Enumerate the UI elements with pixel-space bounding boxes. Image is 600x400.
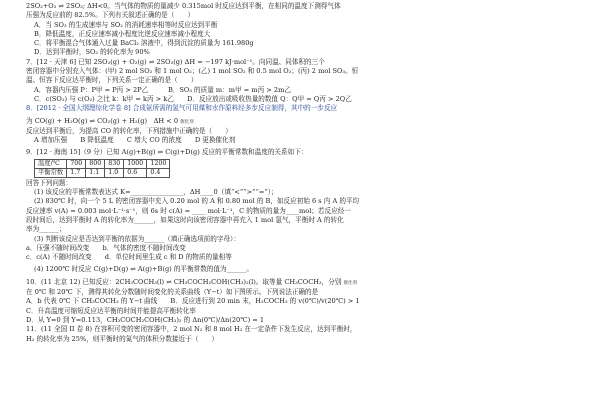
text-line: A．当 SO₃ 的生成速率与 SO₂ 的消耗速率相等时反应达到平衡 [34, 20, 218, 29]
text-line: D．从 Y=0 到 Y=0.113，CH₃COCH₂COH(CH₃)₂ 的 Δn(0℃)/Δn(20℃) = 1 [26, 315, 265, 324]
text-line: 在 0℃ 和 20℃ 下，测得其转化分数随时间变化的关系曲线（Y−t）如下图所示。下列说法正确的是 [26, 288, 319, 297]
catalyst-label: 催化剂 [343, 280, 358, 286]
text-line: 压强为反应前的 82.5%。下列有关叙述正确的是（ ） [26, 11, 195, 20]
text-line: C．将平衡混合气体通入过量 BaCl₂ 溶液中，得到沉淀的质量为 161.980g [34, 39, 254, 48]
text-line: 密闭容器中分别充入气体：(甲) 2 mol SO₂ 和 1 mol O₂；(乙) 1 mol SO₂ 和 0.5 mol O₂；(丙) 2 mol SO₃。恒 [26, 67, 359, 76]
question-7-line: 7．[12 · 天津 6] 已知 2SO₂(g) + O₂(g) ⇌ 2SO₃(g) ΔH = −197 kJ·mol⁻¹。向同温、同体积的三个 [26, 57, 325, 66]
question-10-line: 10．(11 北京 12) 已知反应：2CH₃COCH₃(l) ⇌ CH₃COCH₂COH(CH₃)₂(l)。取等量 CH₃COCH₃，分别 催化剂 [26, 277, 358, 286]
question-11-line: 11．(11 全国 II 卷 8) 在容积可变的密闭容器中，2 mol N₂ 和 8 mol H₂ 在一定条件下发生反应，达到平衡时， [26, 325, 357, 334]
text-line: A．b 代表 0℃ 下 CH₃COCH₃ 的 Y−t 曲线 B．反应进行到 20 min 末，H₃COCH₃ 的 v(0℃)/v(20℃) > 1 [26, 297, 360, 306]
text-line: 反应速率 v(A) = 0.003 mol·L⁻¹·s⁻¹，则 6s 时 c(A) = ____ mol·L⁻¹，C 的物质的量为____mol；若反应经一 [26, 206, 351, 215]
text-line: H₂ 的转化率为 25%，则平衡时的氮气的体积分数接近于（ ） [26, 334, 219, 343]
text-line: 段时间后，达到平衡时 A 的转化率为______，如果这时向该密闭容器中再充入 1 mol 氩气，平衡时 A 的转化 [26, 215, 344, 224]
text-line: (1) 该反应的平衡常数表达式 K=________________，ΔH____0（填“<”“>”“=”）； [34, 188, 278, 197]
table-row: 平衡常数 1.7 1.1 1.0 0.6 0.4 [35, 168, 170, 177]
text-line: c．c(A) 不随时间改变 d．单位时间里生成 c 和 D 的物质的量相等 [26, 253, 232, 262]
text-line: a．压强不随时间改变 b．气体的密度不随时间改变 [26, 243, 186, 252]
catalyst-label: 催化剂 [180, 119, 194, 125]
text-line: C．升高温度可缩短反应达平衡的时间并能提高平衡转化率 [26, 306, 196, 315]
question-8-line: 8．[2012 · 全国大纲理综化学卷 8] 合成氨所需的氢气可用煤和水作原料经多步反应制得，其中的一步反应 [26, 104, 338, 113]
text-line: 反应达到平衡后，为提高 CO 的转化率，下列措施中正确的是（ ） [26, 126, 232, 135]
text-line: C．c(SO₂) 与 c(O₂) 之比 k：k甲 = k丙 > k乙 D．反应放出或吸收热量的数值 Q：Q甲 = Q丙 > 2Q乙 [34, 94, 352, 103]
text-line: B．降低温度，正反应速率减小程度比逆反应速率减小程度大 [34, 29, 211, 38]
table-row: 温度/℃ 700 800 830 1000 1200 [35, 159, 170, 168]
question-9-line: 9．[12 · 海南 15]（9 分）已知 A(g)+B(g) ⇌ C(g)+D(g) 反应的平衡常数和温度的关系如下： [26, 148, 308, 157]
text-line: D．达到平衡时，SO₂ 的转化率为 90% [34, 48, 150, 57]
equilibrium-table [34, 159, 170, 178]
equation-line: 为 CO(g) + H₂O(g) ⇌ CO₂(g) + H₂(g) ΔH < 0 催化剂 [26, 116, 194, 125]
text-line: (2) 830℃ 时，向一个 5 L 的密闭容器中充入 0.20 mol 的 A 和 0.80 mol 的 B，如反应初始 6 s 内 A 的平均 [34, 197, 360, 206]
text-line: 回答下列问题： [26, 178, 73, 187]
text-line: 2SO₂+O₂ ⇌ 2SO₃; ΔH<0。当气体的物质的量减少 0.315mol 时反应达到平衡，在相同的温度下测得气体 [26, 2, 341, 10]
text-line: (4) 1200℃ 时反应 C(g)+D(g) ⇌ A(g)+B(g) 的平衡常数的值为______。 [34, 265, 253, 274]
text-line: A 增加压强 B 降低温度 C 增大 CO 的浓度 D 更换催化剂 [34, 136, 236, 145]
text-line: 率为______； [26, 225, 66, 234]
text-line: A．容器内压强 P：P甲 = P丙 > 2P乙 B．SO₃ 的质量 m：m甲 = m丙 > 2m乙 [34, 85, 291, 94]
text-line: (3) 判断该反应是否达到平衡的依据为______（填正确选项前的字母）： [34, 234, 240, 243]
text-line: 温、恒容下反应达平衡时，下列关系一定正确的是（ ） [26, 76, 198, 85]
